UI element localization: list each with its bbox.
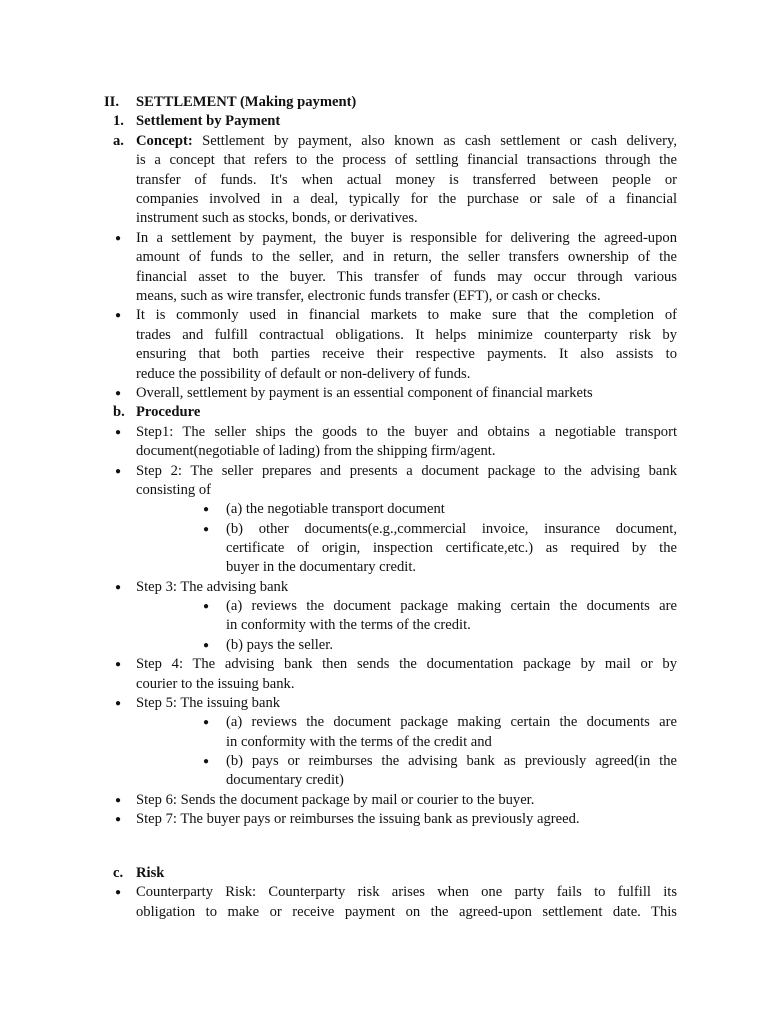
concept-marker: a.: [113, 133, 124, 149]
bullet-line: In a settlement by payment, the buyer is responsible for delivering the agreed-upon: [136, 230, 677, 246]
concept-line-text: Settlement by payment, also known as cash settlement or cash delivery,: [202, 133, 677, 149]
step-line: document(negotiable of lading) from the shipping firm/agent.: [136, 443, 496, 459]
sub-step-line: (a) reviews the document package making certain the documents are: [226, 714, 677, 730]
concept-line: [136, 132, 677, 151]
risk-marker: c.: [113, 865, 124, 881]
procedure-marker: b.: [113, 404, 125, 420]
bullet-line: ensuring that both parties receive their respective payments. It also assists to: [136, 346, 677, 362]
step-line: Step 2: The seller prepares and presents a document package to the advising bank: [136, 463, 677, 479]
sub-bullet-icon: ●: [203, 524, 210, 535]
bullet-icon: ●: [115, 814, 122, 825]
sub-step-line: (b) pays or reimburses the advising bank as previously agreed(in the: [226, 753, 677, 769]
subsection-number: 1.: [113, 113, 124, 129]
sub-step-line: in conformity with the terms of the credit.: [226, 617, 471, 633]
sub-bullet-icon: ●: [203, 601, 210, 612]
risk-line: Counterparty Risk: Counterparty risk arises when one party fails to fulfill its: [136, 884, 677, 900]
sub-bullet-icon: ●: [203, 640, 210, 651]
section-numeral: II.: [104, 94, 120, 110]
bullet-icon: ●: [115, 310, 122, 321]
sub-step-line: documentary credit): [226, 772, 344, 788]
bullet-icon: ●: [115, 388, 122, 399]
section-title: SETTLEMENT (Making payment): [136, 94, 357, 110]
sub-step-line: in conformity with the terms of the credit and: [226, 734, 492, 750]
bullet-line: financial asset to the buyer. This transfer of funds may occur through various: [136, 269, 677, 285]
bullet-icon: ●: [115, 887, 122, 898]
bullet-line: trades and fulfill contractual obligations. It helps minimize counterparty risk by: [136, 327, 677, 343]
bullet-icon: ●: [115, 582, 122, 593]
concept-label: Concept:: [136, 133, 193, 149]
subsection-title: Settlement by Payment: [136, 113, 281, 129]
step-line: Step 3: The advising bank: [136, 579, 289, 595]
step-line: consisting of: [136, 482, 211, 498]
sub-step-line: (b) pays the seller.: [226, 637, 333, 653]
concept-line: transfer of funds. It's when actual money is transferred between people or: [136, 172, 677, 188]
step-line: Step1: The seller ships the goods to the buyer and obtains a negotiable transport: [136, 424, 677, 440]
sub-step-line: (a) the negotiable transport document: [226, 501, 445, 517]
bullet-line: means, such as wire transfer, electronic funds transfer (EFT), or cash or checks.: [136, 288, 601, 304]
sub-step-line: (b) other documents(e.g.,commercial invoice, insurance document,: [226, 521, 677, 537]
sub-bullet-icon: ●: [203, 717, 210, 728]
concept-line: is a concept that refers to the process of settling financial transactions through the: [136, 152, 677, 168]
concept-line: instrument such as stocks, bonds, or derivatives.: [136, 210, 418, 226]
step-line: Step 7: The buyer pays or reimburses the issuing bank as previously agreed.: [136, 811, 580, 827]
bullet-icon: ●: [115, 466, 122, 477]
risk-title: Risk: [136, 865, 165, 881]
bullet-icon: ●: [115, 659, 122, 670]
concept-line: companies involved in a deal, typically for the purchase or sale of a financial: [136, 191, 677, 207]
sub-bullet-icon: ●: [203, 504, 210, 515]
bullet-line: It is commonly used in financial markets to make sure that the completion of: [136, 307, 677, 323]
sub-step-line: (a) reviews the document package making certain the documents are: [226, 598, 677, 614]
step-line: Step 5: The issuing bank: [136, 695, 281, 711]
procedure-title: Procedure: [136, 404, 201, 420]
bullet-line: Overall, settlement by payment is an essential component of financial markets: [136, 385, 593, 401]
sub-step-line: certificate of origin, inspection certificate,etc.) as required by the: [226, 540, 677, 556]
bullet-icon: ●: [115, 698, 122, 709]
step-line: courier to the issuing bank.: [136, 676, 295, 692]
bullet-line: reduce the possibility of default or non-delivery of funds.: [136, 366, 471, 382]
step-line: Step 4: The advising bank then sends the documentation package by mail or by: [136, 656, 677, 672]
bullet-icon: ●: [115, 233, 122, 244]
bullet-icon: ●: [115, 795, 122, 806]
bullet-line: amount of funds to the seller, and in return, the seller transfers ownership of the: [136, 249, 677, 265]
sub-step-line: buyer in the documentary credit.: [226, 559, 417, 575]
step-line: Step 6: Sends the document package by mail or courier to the buyer.: [136, 792, 535, 808]
sub-bullet-icon: ●: [203, 756, 210, 767]
risk-line: obligation to make or receive payment on the agreed-upon settlement date. This: [136, 904, 677, 920]
bullet-icon: ●: [115, 427, 122, 438]
